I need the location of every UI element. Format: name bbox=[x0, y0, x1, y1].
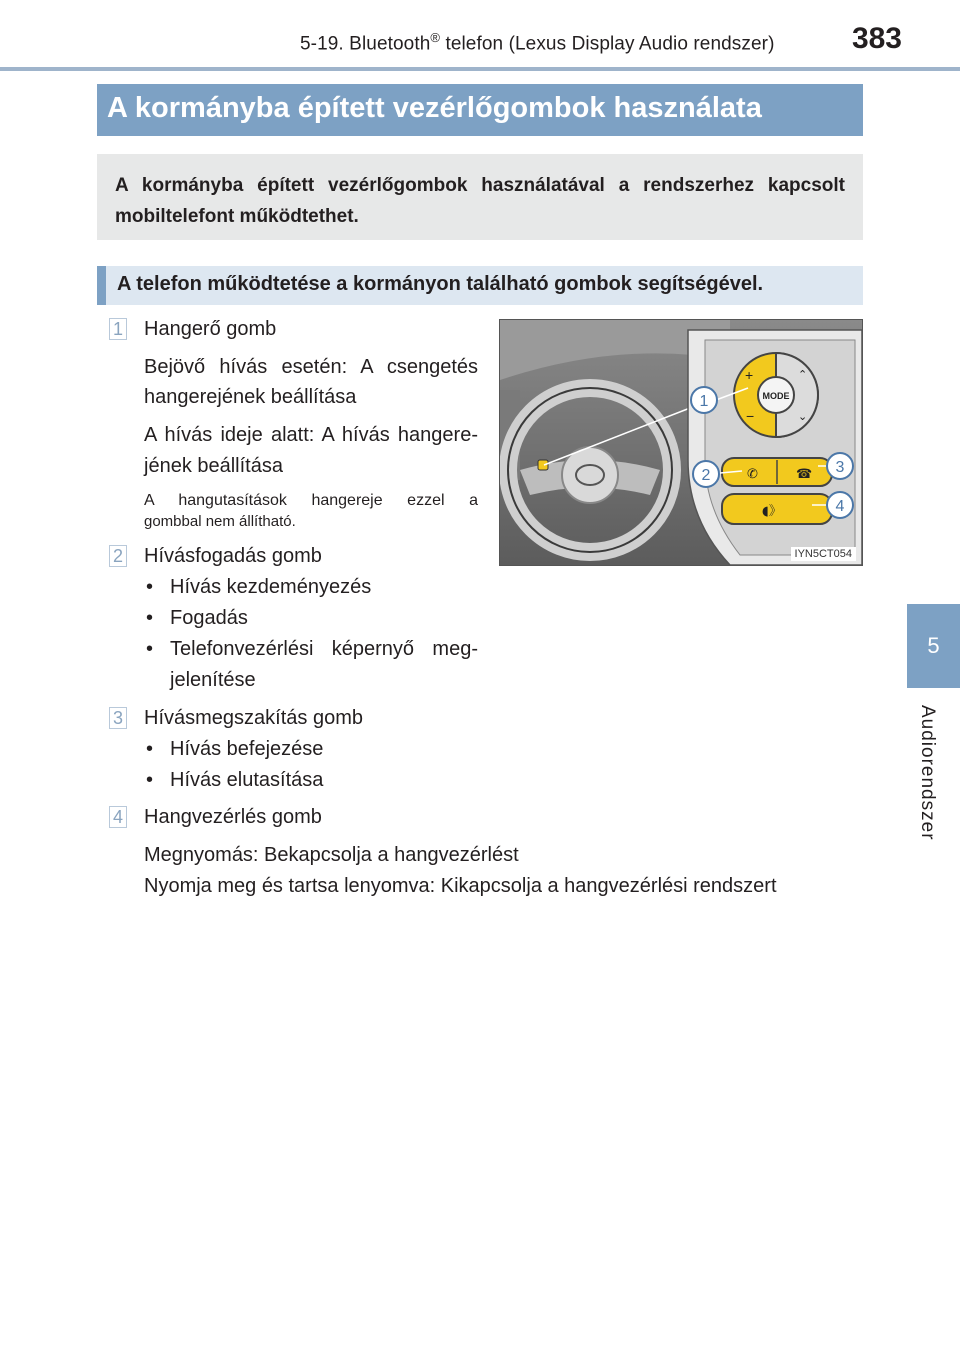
subheading: A telefon működtetése a kormányon található gombok segítségével. bbox=[97, 266, 863, 305]
bullet-text: Hívás befejezése bbox=[170, 738, 324, 760]
svg-text:3: 3 bbox=[835, 459, 845, 476]
item-number-2: 2 bbox=[109, 545, 127, 567]
item-desc: jének beállítása bbox=[144, 455, 283, 477]
item-number-1: 1 bbox=[109, 318, 127, 340]
bullet-item: • Hívás elutasítása bbox=[146, 769, 324, 791]
switch-closeup bbox=[688, 330, 862, 565]
item-title-3: Hívásmegszakítás gomb bbox=[144, 707, 363, 729]
chevron-up-icon: ⌃ bbox=[798, 369, 808, 381]
bullet-text: Hívás elutasítása bbox=[170, 769, 324, 791]
bullet-text: Fogadás bbox=[170, 607, 248, 629]
bullet-text: Telefonvezérlési képernyő meg- bbox=[170, 638, 478, 660]
intro-text: A kormányba épített vezérlőgombok használatával a rendszerhez kapcsolt mobiltelefont működtethet. bbox=[97, 154, 863, 240]
header-rule bbox=[0, 67, 960, 71]
off-hook-icon: ✆ bbox=[747, 467, 758, 482]
item-desc: Megnyomás: Bekapcsolja a hangvezérlést bbox=[144, 844, 519, 866]
svg-text:2: 2 bbox=[701, 467, 711, 484]
chapter-tab bbox=[907, 604, 960, 688]
svg-text:1: 1 bbox=[699, 393, 709, 410]
steering-switch-figure bbox=[499, 319, 863, 566]
bullet-item: • Fogadás bbox=[146, 607, 248, 629]
plus-icon: + bbox=[745, 367, 754, 383]
on-hook-icon: ☎ bbox=[796, 467, 813, 482]
page-number: 383 bbox=[851, 22, 902, 55]
voice-command-icon: ◖》 bbox=[762, 504, 782, 519]
bullet-text: jelenítése bbox=[170, 669, 256, 691]
minus-icon: − bbox=[746, 408, 755, 424]
bullet-item: • Hívás befejezése bbox=[146, 738, 324, 760]
steering-wheel-illustration bbox=[500, 320, 862, 565]
callout-2 bbox=[693, 461, 719, 487]
item-desc: hangerejének beállítása bbox=[144, 386, 357, 408]
header-title-prefix: 5-19. Bluetooth bbox=[300, 33, 431, 55]
chapter-number: 5 bbox=[927, 633, 940, 658]
running-header bbox=[300, 30, 800, 55]
item-title-2: Hívásfogadás gomb bbox=[144, 545, 322, 567]
callout-1 bbox=[691, 387, 717, 413]
item-desc: Bejövő hívás esetén: A csengetés bbox=[144, 356, 478, 378]
item-title-1: Hangerő gomb bbox=[144, 318, 277, 340]
chevron-down-icon: ⌄ bbox=[798, 411, 808, 423]
header-title-suffix: telefon (Lexus Display Audio rendszer) bbox=[440, 33, 775, 55]
bullet-item: • Hívás kezdeményezés bbox=[146, 576, 372, 598]
bullet-item: • Telefonvezérlési képernyő meg- bbox=[146, 633, 478, 665]
mode-label: MODE bbox=[762, 391, 790, 401]
callout-4 bbox=[827, 492, 853, 518]
chapter-label: Audiorendszer bbox=[917, 705, 938, 841]
figure-code: IYN5CT054 bbox=[791, 547, 856, 561]
svg-text:4: 4 bbox=[835, 498, 845, 515]
item-desc: A hívás ideje alatt: A hívás hangere- bbox=[144, 424, 478, 446]
item-number-4: 4 bbox=[109, 806, 127, 828]
item-number-3: 3 bbox=[109, 707, 127, 729]
bullet-text: Hívás kezdeményezés bbox=[170, 576, 372, 598]
item-title-4: Hangvezérlés gomb bbox=[144, 806, 322, 828]
registered-mark: ® bbox=[430, 30, 441, 45]
item-note: A hangutasítások hangereje ezzel a bbox=[144, 492, 478, 509]
item-note: gombbal nem állítható. bbox=[144, 513, 296, 530]
item-desc: Nyomja meg és tartsa lenyomva: Kikapcsolja a hangvezérlési rendszert bbox=[144, 875, 777, 897]
callout-3 bbox=[827, 453, 853, 479]
section-title: A kormányba épített vezérlőgombok használata bbox=[97, 84, 863, 136]
